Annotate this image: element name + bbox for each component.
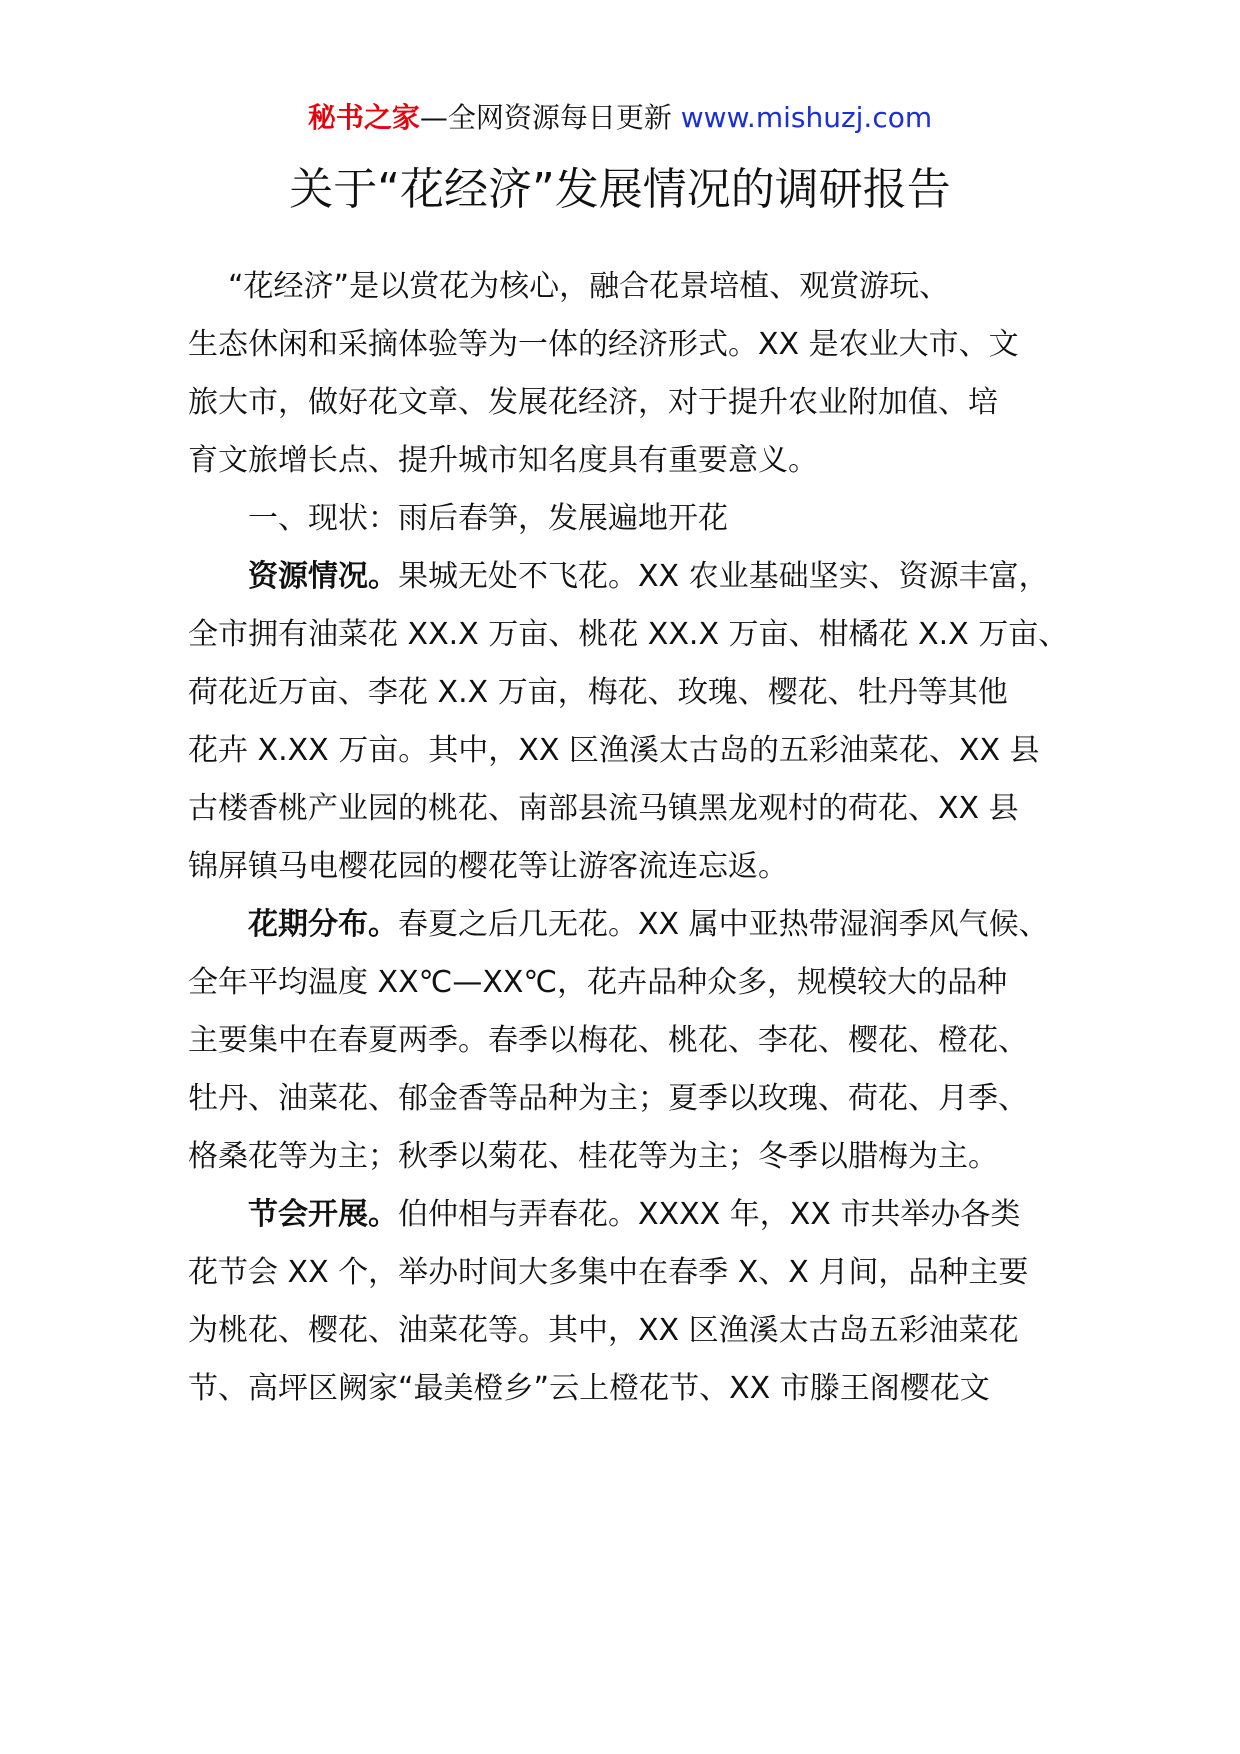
text-line: 资源情况。果城无处不飞花。XX 农业基础坚实、资源丰富， (248, 559, 1049, 594)
text-line: 花节会 XX 个，举办时间大多集中在春季 X、X 月间，品种主要 (188, 1255, 1029, 1290)
text-line: 花期分布。春夏之后几无花。XX 属中亚热带湿润季风气候、 (248, 907, 1049, 942)
paragraph-lead: 节会开展。 (248, 1197, 398, 1232)
text-line: 旅大市，做好花文章、发展花经济，对于提升农业附加值、培 (188, 385, 998, 420)
brand-name: 秘书之家 (307, 101, 420, 134)
text-line: 全年平均温度 XX℃—XX℃，花卉品种众多，规模较大的品种 (188, 965, 1008, 1000)
site-header (0, 98, 1240, 138)
text-line: 主要集中在春夏两季。春季以梅花、桃花、李花、樱花、橙花、 (188, 1023, 1028, 1058)
text-line: 花卉 X.XX 万亩。其中，XX 区渔溪太古岛的五彩油菜花、XX 县 (188, 733, 1040, 768)
document-title: 关于“花经济”发展情况的调研报告 (289, 164, 951, 215)
text-line: 为桃花、樱花、油菜花等。其中，XX 区渔溪太古岛五彩油菜花 (188, 1313, 1019, 1348)
text-line: 全市拥有油菜花 XX.X 万亩、桃花 XX.X 万亩、柑橘花 X.X 万亩、 (188, 617, 1069, 652)
header-tagline: —全网资源每日更新 (419, 101, 681, 134)
text-line: 牡丹、油菜花、郁金香等品种为主；夏季以玫瑰、荷花、月季、 (188, 1081, 1028, 1116)
text-line: 节会开展。伯仲相与弄春花。XXXX 年，XX 市共举办各类 (248, 1197, 1021, 1232)
text-line: 生态休闲和采摘体验等为一体的经济形式。XX 是农业大市、文 (188, 327, 1019, 362)
paragraph-lead: 资源情况。 (248, 559, 398, 594)
paragraph-lead: 花期分布。 (248, 907, 398, 942)
text-line: “花经济”是以赏花为核心，融合花景培植、观赏游玩、 (228, 269, 950, 304)
text-line: 锦屏镇马电樱花园的樱花等让游客流连忘返。 (188, 849, 788, 884)
text-line: 育文旅增长点、提升城市知名度具有重要意义。 (188, 443, 818, 478)
site-url[interactable]: www.mishuzj.com (680, 101, 933, 134)
section-heading: 一、现状：雨后春笋，发展遍地开花 (248, 501, 728, 536)
text-line: 古楼香桃产业园的桃花、南部县流马镇黑龙观村的荷花、XX 县 (188, 791, 1019, 826)
text-line: 荷花近万亩、李花 X.X 万亩，梅花、玫瑰、樱花、牡丹等其他 (188, 675, 1008, 710)
text-line: 节、高坪区阙家“最美橙乡”云上橙花节、XX 市滕王阁樱花文 (188, 1371, 990, 1406)
text-line: 格桑花等为主；秋季以菊花、桂花等为主；冬季以腊梅为主。 (188, 1139, 998, 1174)
